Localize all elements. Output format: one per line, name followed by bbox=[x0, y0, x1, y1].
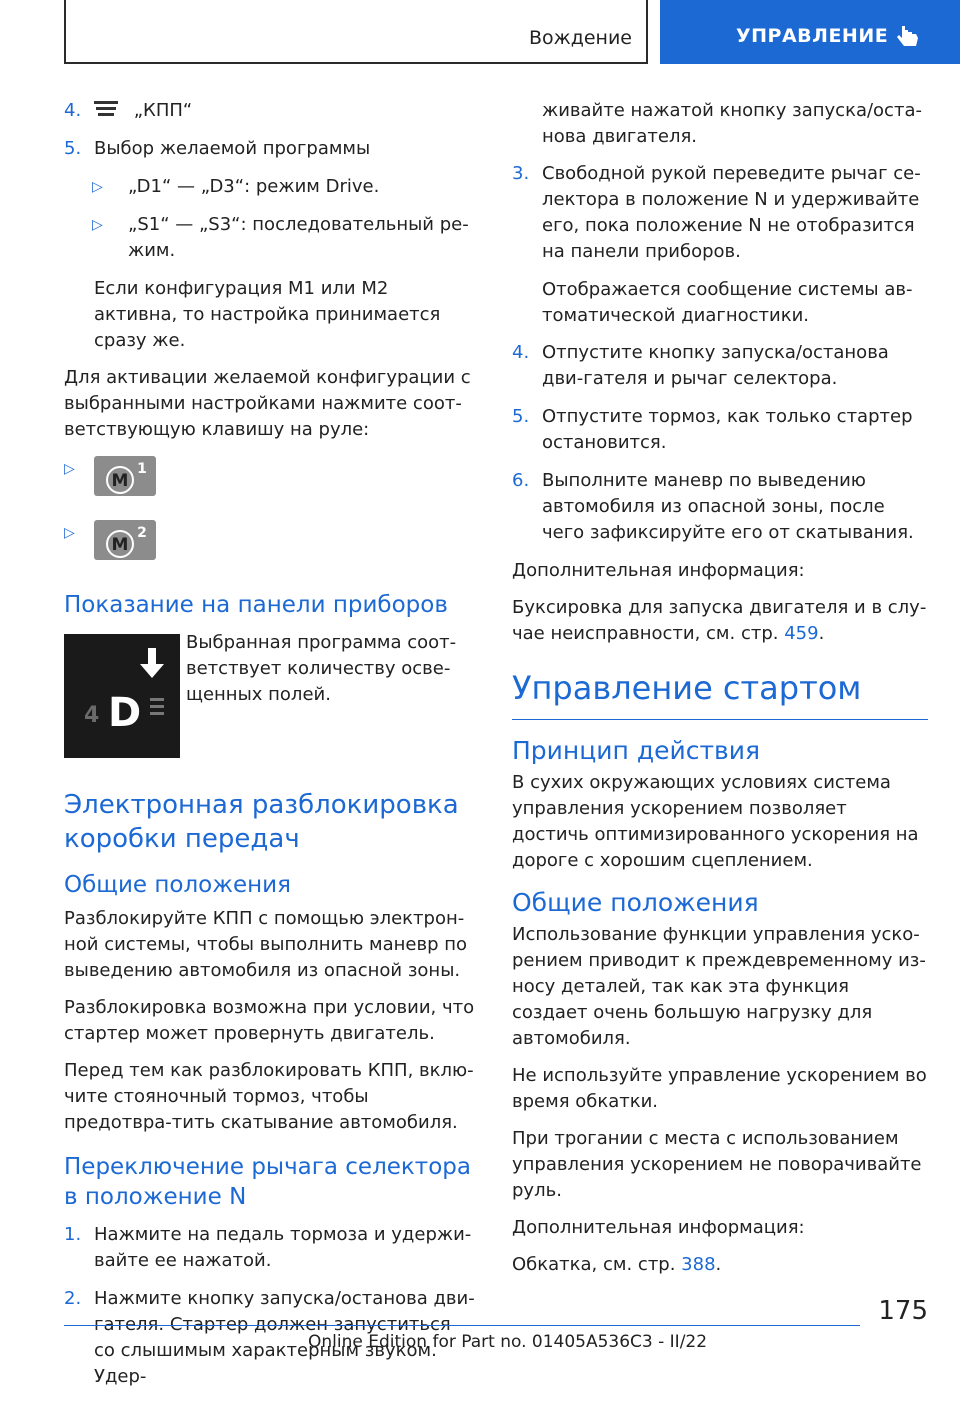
heading-general-right: Общие положения bbox=[512, 888, 759, 917]
bullet-triangle-icon: ▷ bbox=[92, 217, 103, 233]
heading-shift: Переключение рычага селектора в положение N bbox=[64, 1154, 471, 1210]
m1-button-icon bbox=[94, 456, 156, 496]
gearbox-icon bbox=[94, 98, 118, 124]
breakin-reference: Обкатка, см. стр. 388. bbox=[512, 1254, 722, 1275]
heading-launch-control: Управление стартом bbox=[512, 669, 928, 720]
button-m1-row bbox=[64, 454, 476, 512]
svg-text:4: 4 bbox=[84, 703, 100, 728]
general-paragraph-3: При трогании с места с использованием управления ускорением не поворачивайте руль. bbox=[512, 1128, 922, 1201]
hand-pointer-icon bbox=[896, 24, 920, 56]
step-6 bbox=[512, 468, 928, 546]
display-description: Выбранная программа соот-ветствует количеству осве-щенных полей. bbox=[186, 632, 457, 705]
more-info-label: Дополнительная информация: bbox=[512, 560, 805, 581]
step-4 bbox=[512, 340, 928, 392]
step-1 bbox=[64, 1222, 476, 1274]
bullet-text: „S1“ — „S3“: последовательный ре-жим. bbox=[128, 214, 469, 261]
general-paragraph-1: Использование функции управления уско-рением приводит к преждевременному из-носу деталей, так как эта функция создает очень большую нагрузку для автомобиля. bbox=[512, 924, 926, 1049]
instrument-cluster-image bbox=[64, 634, 180, 758]
bullet-triangle-icon: ▷ bbox=[64, 525, 75, 541]
list-number: 5. bbox=[512, 406, 530, 427]
principle-paragraph: В сухих окружающих условиях система управления ускорением позволяет достичь оптимизированного ускорения на дороге с хорошим сцеплением. bbox=[512, 772, 919, 871]
breakin-text: Обкатка, см. стр. bbox=[512, 1254, 682, 1275]
list-number: 3. bbox=[512, 163, 530, 184]
header-chapter-title: УПРАВЛЕНИЕ bbox=[736, 25, 889, 47]
activate-paragraph: Для активации желаемой конфигурации с выбранными настройками нажмите соот-ветствующую клавишу на руле: bbox=[64, 367, 471, 440]
config-note: Если конфигурация M1 или M2 активна, то настройка принимается сразу же. bbox=[94, 278, 441, 351]
list-text: Отпустите тормоз, как только стартер остановится. bbox=[542, 406, 913, 453]
towing-page-link[interactable]: 459 bbox=[784, 623, 819, 644]
right-column bbox=[512, 98, 928, 1289]
general-paragraph-2: Не используйте управление ускорением во время обкатки. bbox=[512, 1065, 927, 1112]
unlock-paragraph-3: Перед тем как разблокировать КПП, вклю-чите стояночный тормоз, чтобы предотвра-тить скатывание автомобиля. bbox=[64, 1060, 474, 1133]
list-text: Выполните маневр по выведению автомобиля из опасной зоны, после чего зафиксируйте его от скатывания. bbox=[542, 470, 914, 543]
bullet-text: „D1“ — „D3“: режим Drive. bbox=[128, 176, 380, 197]
list-text: Выбор желаемой программы bbox=[94, 138, 371, 159]
bullet-triangle-icon: ▷ bbox=[92, 179, 103, 195]
svg-text:M: M bbox=[111, 471, 129, 491]
more-info-label-2: Дополнительная информация: bbox=[512, 1217, 805, 1238]
heading-unlock: Электронная разблокировка коробки передач bbox=[64, 790, 459, 854]
heading-general-left: Общие положения bbox=[64, 872, 291, 898]
list-number: 4. bbox=[512, 342, 530, 363]
heading-display: Показание на панели приборов bbox=[64, 592, 448, 618]
bullet-triangle-icon: ▷ bbox=[64, 461, 75, 477]
list-item-5 bbox=[64, 136, 476, 162]
svg-text:D: D bbox=[108, 690, 142, 736]
step-3-note: Отображается сообщение системы ав-томатической диагностики. bbox=[542, 279, 913, 326]
svg-text:1: 1 bbox=[137, 461, 147, 477]
display-block bbox=[64, 630, 476, 766]
page-number: 175 bbox=[878, 1296, 928, 1326]
list-text: Отпустите кнопку запуска/останова дви-гателя и рычаг селектора. bbox=[542, 342, 889, 389]
step-3 bbox=[512, 161, 928, 265]
bullet-drive bbox=[64, 174, 476, 200]
list-item-4 bbox=[64, 98, 476, 124]
list-text: „КПП“ bbox=[133, 100, 193, 121]
unlock-paragraph-2: Разблокировка возможна при условии, что стартер может провернуть двигатель. bbox=[64, 997, 475, 1044]
towing-text: Буксировка для запуска двигателя и в слу-чае неисправности, см. стр. bbox=[512, 597, 927, 644]
towing-reference: Буксировка для запуска двигателя и в слу-чае неисправности, см. стр. 459. bbox=[512, 597, 927, 644]
svg-text:2: 2 bbox=[137, 525, 147, 541]
header-section-title: Вождение bbox=[528, 27, 632, 49]
list-number: 6. bbox=[512, 470, 530, 491]
header-chapter-tab bbox=[660, 0, 960, 64]
step-2-continued: живайте нажатой кнопку запуска/оста-нова двигателя. bbox=[542, 100, 922, 147]
list-number: 5. bbox=[64, 138, 82, 159]
breakin-page-link[interactable]: 388 bbox=[681, 1254, 716, 1275]
list-number: 1. bbox=[64, 1224, 82, 1245]
button-m2-row bbox=[64, 518, 476, 576]
list-number: 2. bbox=[64, 1288, 82, 1309]
heading-principle: Принцип действия bbox=[512, 736, 761, 765]
step-5 bbox=[512, 404, 928, 456]
list-text: Свободной рукой переведите рычаг се-лектора в положение N и удерживайте его, пока положение N не отобразится на панели приборов. bbox=[542, 163, 921, 262]
svg-text:M: M bbox=[111, 535, 129, 555]
bullet-sequential bbox=[64, 212, 476, 264]
unlock-paragraph-1: Разблокируйте КПП с помощью электрон-ной системы, чтобы выполнить маневр по выведению автомобиля из опасной зоны. bbox=[64, 908, 468, 981]
footer-edition: Online Edition for Part no. 01405A536C3 - II/22 bbox=[308, 1332, 708, 1352]
left-column bbox=[64, 98, 476, 1402]
m2-button-icon bbox=[94, 520, 156, 560]
header-section-box bbox=[64, 0, 648, 64]
footer-divider bbox=[64, 1325, 860, 1326]
list-number: 4. bbox=[64, 100, 82, 121]
list-text: Нажмите кнопку запуска/останова дви-гателя. Стартер должен запуститься со слышимым характерным звуком. Удер- bbox=[94, 1288, 475, 1387]
list-text: Нажмите на педаль тормоза и удержи-вайте ее нажатой. bbox=[94, 1224, 472, 1271]
